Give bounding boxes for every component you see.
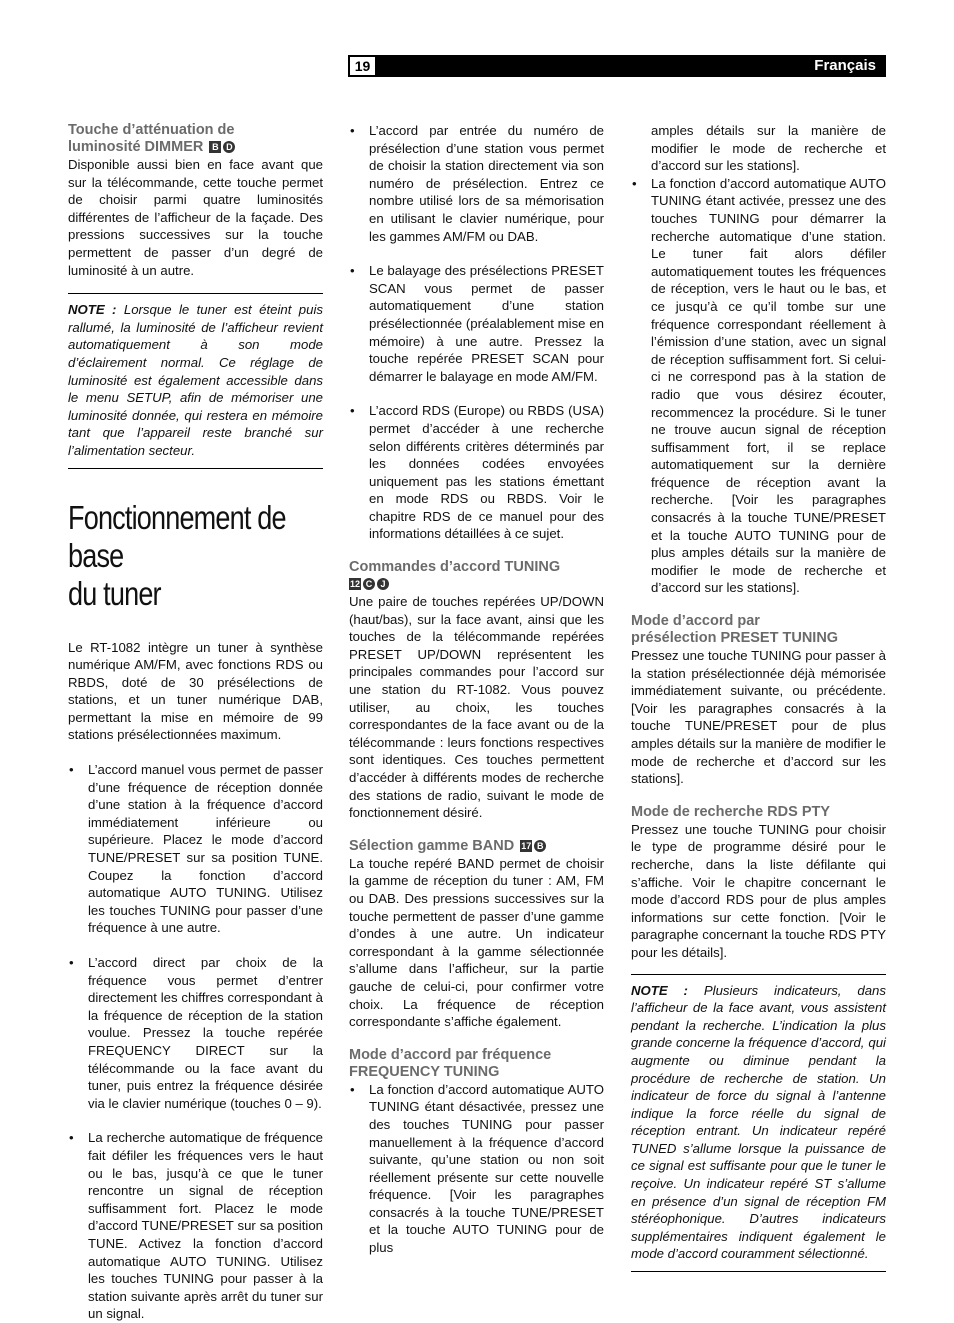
tuning-body: Une paire de touches repérées UP/DOWN (haut/bas), sur la face avant, ainsi que les touches de la télécommande repérées PRESET UP/DOWN représentent les principales commandes pour l’accord sur une station du RT-1082. Vous pouvez utiliser, au choix, les touches correspondantes de la face avant ou de la télécommande : leurs fonctions respectives sont identiques. Ces touches permettent d’accéder à différents modes de recherche des stations de radio, suivant le mode de fonctionnement désiré. [349, 594, 604, 821]
badge-b-icon: B [209, 141, 221, 153]
badge-12-icon: 12 [349, 579, 360, 590]
language-label: Français [814, 57, 876, 74]
note-label: NOTE : [68, 302, 117, 318]
list-item: • La recherche automatique de fréquence fait défiler les fréquences vers le haut ou le bas, jusqu’à ce que le tuner rencontre un signal de réception suffisamment fort. Placez le mode d’accord TUNE/PRESET sur sa position TUNE. Activez la fonction d’accord automatique AUTO TUNING. Utilisez les touches TUNING pour passer à la station suivante après arrêt du tuner sur un signal. [69, 1130, 323, 1322]
rds-pty-body: Pressez une touche TUNING pour choisir le type de programme désiré pour le recherche, dans la liste défilante qui s’affiche. Voir le chapitre concernant le mode d’accord RDS pour de plus amples informations sur cette fonction. [Voir le paragraphe concernant la touche RDS PTY pour les détails]. [631, 821, 886, 960]
tuner-bullets-left [68, 761, 323, 1323]
preset-tuning-body: Pressez une touche TUNING pour passer à la station présélectionnée déjà mémorisée immédiatement suivante, ou précédente. [Voir les paragraphes consacrés à la touche TUNE/PRESET pour de plus amples détails sur la manière de modifier le mode de recherche et d’accord sur les stations]. [631, 648, 886, 787]
note-label: NOTE : [631, 982, 688, 998]
tuner-intro: Le RT-1082 intègre un tuner à synthèse numérique AM/FM, avec fonctions RDS ou RBDS, doté de 30 présélections de stations, et un tuner numérique DAB, permettant la mise en mémoire de 99 stations présélectionnées maximum. [68, 639, 323, 743]
list-item-continuation: amples détails sur la manière de modifier le mode de recherche et d’accord sur les stations]. [651, 123, 886, 174]
tuning-heading: Commandes d’accord TUNING 12 C J [349, 559, 561, 590]
tuner-bullets-middle [349, 122, 604, 543]
badge-c-icon: C [363, 578, 375, 590]
list-item: • Le balayage des présélections PRESET SCAN vous permet de passer automatiquement d’une station présélectionnée (préalablement mise en mémoire) à une autre. Pressez la touche repérée PRESET SCAN pour démarrer le balayage en mode AM/FM. [350, 263, 604, 384]
badge-b-round-icon: B [534, 840, 546, 852]
list-item: • L’accord par entrée du numéro de présélection d’une station vous permet de choisir la station directement via son numéro de présélection. Entrez ce nombre utilisé lors de sa mémorisation en utilisant le clavier numérique, pour les gammes AM/FM ou DAB. [350, 123, 604, 244]
badge-d-icon: D [223, 141, 235, 153]
band-heading: Sélection gamme BAND 17 B [349, 838, 604, 855]
badge-j-icon: J [377, 578, 389, 590]
frequency-tuning-heading: Mode d’accord par fréquence FREQUENCY TUNING [349, 1046, 552, 1080]
rds-pty-heading: Mode de recherche RDS PTY [631, 803, 831, 820]
frequency-tuning-list [349, 1081, 604, 1257]
column-right [631, 122, 886, 1272]
list-item: • L’accord RDS (Europe) ou RBDS (USA) permet d’accéder à une recherche selon différents critères déterminés par les données codées envoyées uniquement pas les stations émettant en mode RDS ou RBDS. Voir le chapitre RDS de ce manuel pour des informations détaillées à ce sujet. [350, 403, 604, 542]
column-middle [349, 122, 604, 1257]
auto-tuning-list [631, 122, 886, 597]
band-body: La touche repéré BAND permet de choisir la gamme de réception du tuner : AM, FM ou DAB. Des pressions successives sur la touche permettent de passer d’une gamme d’ondes à une autre. Un indicateur correspondant à la gamme sélectionnée s’allume dans l’afficheur, sur la partie gauche de celui-ci, pour confirmer votre choix. La fréquence de réception correspondante s’affiche également. [349, 855, 604, 1030]
preset-tuning-heading: Mode d’accord par présélection PRESET TUNING [631, 613, 839, 647]
list-item: • La fonction d’accord automatique AUTO TUNING étant désactivée, pressez une des touches TUNING pour passer manuellement à la fréquence d’accord suivante, qu’une station ou non soit réellement présente sur cette nouvelle fréquence. [Voir les paragraphes consacrés à la touche TUNE/PRESET et la touche AUTO TUNING pour de plus [350, 1081, 604, 1256]
note-dimmer: NOTE : Lorsque le tuner est éteint puis rallumé, la luminosité de l’afficheur revient automatiquement à son mode d’éclairement normal. Ce réglage de luminosité est également accessible dans le menu SETUP, afin de mémoriser une luminosité donnée, qui restera en mémoire tant que l’appareil reste branché sur l’alimentation secteur. [68, 293, 323, 468]
badge-17-icon: 17 [521, 840, 532, 851]
column-left [68, 122, 323, 1323]
page-number: 19 [350, 57, 375, 75]
list-item: • L’accord direct par choix de la fréquence vous permet d’entrer directement les chiffres correspondant à la fréquence de réception de la station voulue. Pressez la touche repérée FREQUENCY DIRECT sur la télécommande ou la face avant du tuner, puis entrez la fréquence désirée via le clavier numérique (touches 0 – 9). [69, 955, 323, 1111]
note-tuning: NOTE : Plusieurs indicateurs, dans l’afficheur de la face avant, vous assistent pendant la recherche. L’indication la plus grande concerne la fréquence d’accord, qui augmente ou diminue pendant la procédure de recherche de station. Un indicateur de force du signal à l’antenne indique la force réelle du signal de réception entrant. Un indicateur repéré TUNED s’allume lorsque la puissance de ce signal est suffisante pour que le tuner le reçoive. Un indicateur repéré ST s’allume en présence d’un signal de réception FM stéréophonique. D’autres indicateurs supplémentaires indiquent également le mode d’accord couramment sélectionné. [631, 974, 886, 1273]
dimmer-heading: Touche d’atténuation de luminosité DIMMER B D [68, 122, 235, 155]
list-item: • La fonction d’accord automatique AUTO TUNING étant activée, pressez une des touches TUNING pour démarrer la recherche automatique d’une station. Le tuner fait alors défiler automatiquement toutes les fréquences de réception, vers le haut ou le bas, et ce jusqu’à ce qu’il tombe sur une fréquence correspondant réellement à l’émission d’une station, avec un signal de réception suffisamment fort. Si celui-ci ne correspond pas à la station de radio que vous désirez écouter, recommencez la procédure. Si le tuner ne trouve aucun signal de réception suffisamment fort, il se replace automatiquement sur la dernière fréquence de réception avant la recherche. [Voir les paragraphes consacrés à la touche TUNE/PRESET et la touche AUTO TUNING pour de plus amples détails sur la manière de modifier le mode de recherche et d’accord sur les stations]. [632, 175, 886, 596]
list-item: • L’accord manuel vous permet de passer d’une fréquence de réception donnée d’une station à la fréquence d’accord immédiatement inférieure ou supérieure. Placez le mode d’accord TUNE/PRESET sur sa position TUNE. Coupez la fonction d’accord automatique AUTO TUNING. Utilisez les touches TUNING pour passer d’une fréquence à une autre. [69, 762, 323, 936]
header-bar [348, 55, 886, 77]
section-heading: Fonctionnement de base du tuner [68, 498, 286, 612]
dimmer-body: Disponible aussi bien en face avant que sur la télécommande, cette touche permet de choisir parmi quatre luminosités différentes de l’afficheur de la façade. Des pressions successives sur la touche permettent de passer d’un degré de luminosité à un autre. [68, 157, 323, 278]
